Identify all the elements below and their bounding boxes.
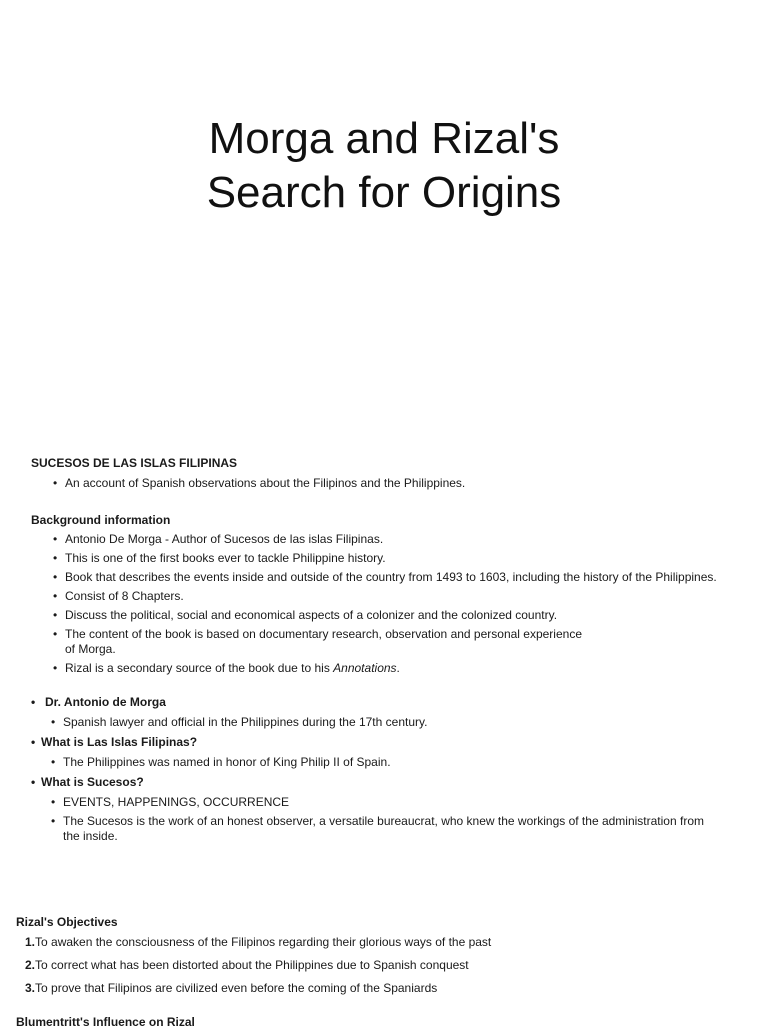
background-section	[31, 513, 717, 676]
list-item-line: • The Sucesos is the work of an honest observer, a versatile bureaucrat, who knew the workings of the administration from	[63, 814, 704, 828]
list-item: • Antonio De Morga - Author of Sucesos de las islas Filipinas.	[53, 532, 717, 547]
sucesos-section	[31, 456, 465, 491]
list-item: • Book that describes the events inside and outside of the country from 1493 to 1603, including the history of the Philippines.	[53, 570, 717, 585]
title-line-2: Search for Origins	[206, 168, 562, 217]
list-item	[25, 935, 491, 950]
list-item-line: of Morga.	[65, 642, 116, 656]
list-item-text: Rizal is a secondary source of the book due to his	[65, 661, 334, 675]
objectives-heading: Rizal's Objectives	[16, 915, 118, 929]
list-item: • Consist of 8 Chapters.	[53, 589, 717, 604]
list-number: 3.	[25, 981, 36, 995]
list-item	[25, 958, 491, 973]
list-item-text: To correct what has been distorted about the Philippines due to Spanish conquest	[35, 958, 469, 972]
list-item-text: .	[396, 661, 400, 675]
list-item-line: the inside.	[63, 829, 118, 843]
list-item	[25, 981, 491, 996]
list-item: • An account of Spanish observations about the Filipinos and the Philippines.	[53, 476, 465, 491]
list-item: • The Philippines was named in honor of King Philip II of Spain.	[51, 755, 751, 770]
list-number: 2.	[25, 958, 36, 972]
list-item: • EVENTS, HAPPENINGS, OCCURRENCE	[51, 795, 751, 810]
sucesos-heading: SUCESOS DE LAS ISLAS FILIPINAS	[31, 456, 238, 470]
list-item-text: To awaken the consciousness of the Filipinos regarding their glorious ways of the past	[35, 935, 492, 949]
qa-list	[31, 775, 751, 790]
qa-list	[31, 735, 751, 750]
list-item	[53, 661, 717, 676]
sucesos-list	[53, 476, 465, 491]
cutoff-heading: Blumentritt's Influence on Rizal	[16, 1015, 195, 1029]
background-list	[53, 532, 717, 676]
morga-list	[51, 715, 751, 730]
background-heading: Background information	[31, 513, 171, 527]
islas-list	[51, 755, 751, 770]
qa-section	[31, 695, 751, 844]
objectives-list	[25, 935, 491, 996]
list-number: 1.	[25, 935, 36, 949]
sucesos-what-heading: • What is Sucesos?	[31, 775, 751, 790]
islas-heading: • What is Las Islas Filipinas?	[31, 735, 751, 750]
annotations-emphasis: Annotations	[333, 661, 397, 675]
objectives-section	[16, 915, 491, 996]
list-item	[51, 814, 751, 844]
title-line-1: Morga and Rizal's	[208, 114, 560, 163]
list-item: • This is one of the first books ever to tackle Philippine history.	[53, 551, 717, 566]
list-item-text: To prove that Filipinos are civilized even before the coming of the Spaniards	[35, 981, 438, 995]
list-item-line: • The content of the book is based on documentary research, observation and personal experience	[65, 627, 582, 641]
list-item: • Spanish lawyer and official in the Philippines during the 17th century.	[51, 715, 751, 730]
qa-list	[31, 695, 751, 710]
sucesos-what-list	[51, 795, 751, 844]
list-item	[53, 627, 717, 657]
morga-heading: • Dr. Antonio de Morga	[31, 695, 751, 710]
list-item: • Discuss the political, social and economical aspects of a colonizer and the colonized country.	[53, 608, 717, 623]
page-title	[0, 112, 768, 220]
